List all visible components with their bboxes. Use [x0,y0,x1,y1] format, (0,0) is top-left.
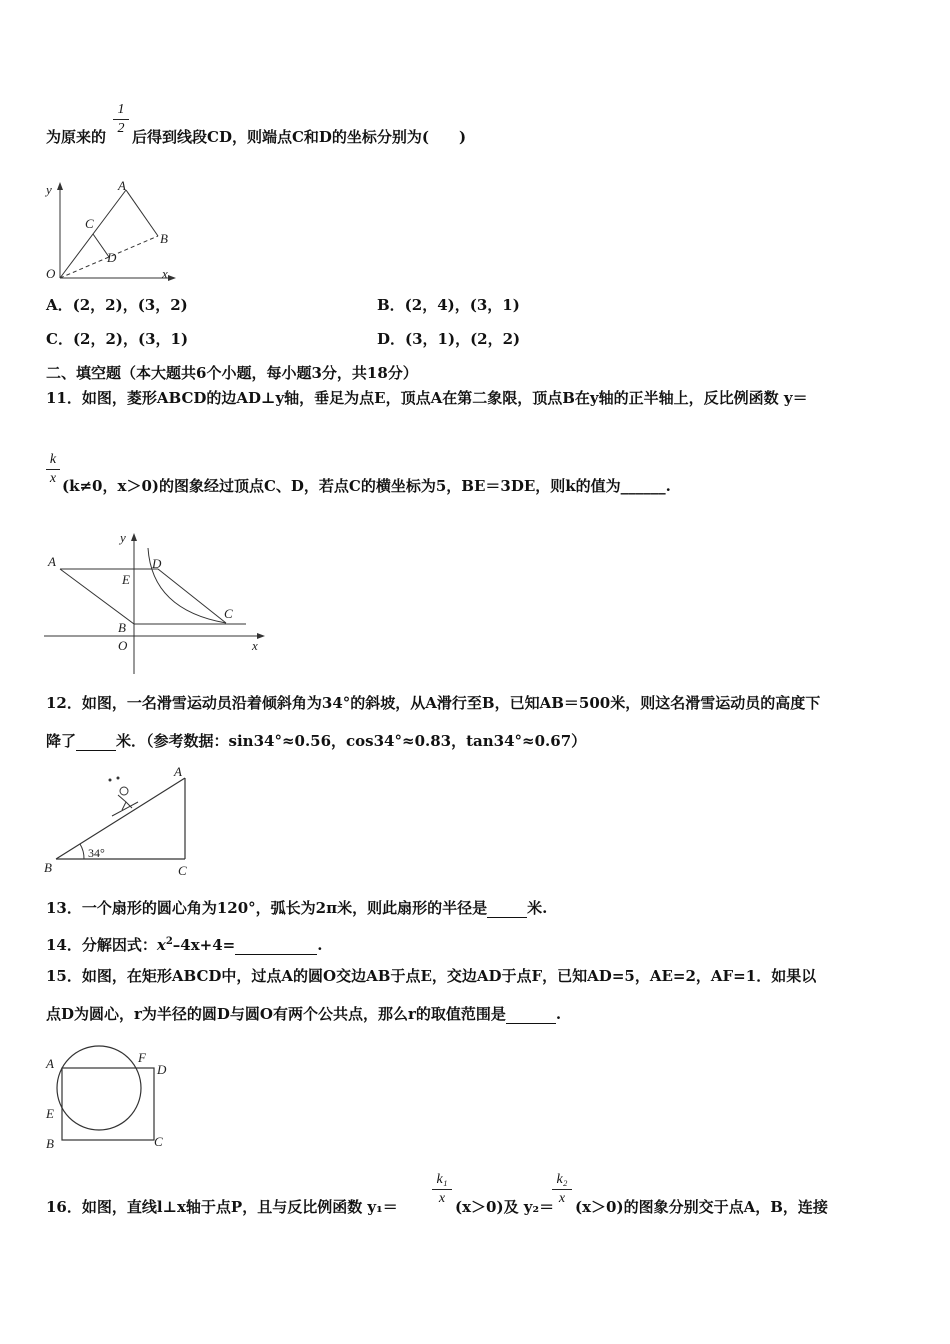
q16-mid: (x＞0)及 y₂＝ [455,1198,555,1216]
q15-line2-post: . [555,1005,562,1023]
q16-fraction-2-den: x [558,1191,566,1206]
q11-fig-a: A [48,554,56,569]
section-title: 二、填空题（本大题共6个小题，每小题3分，共18分） [46,364,418,382]
q16-pre: 16．如图，直线l⊥x轴于点P，且与反比例函数 y₁＝ [46,1198,398,1216]
q11-fig-o: O [118,638,128,653]
q15-line2-pre: 点D为圆心，r为半径的圆D与圆O有两个公共点，那么r的取值范围是 [46,1005,506,1023]
q10-figure [40,178,180,288]
q14-line [46,933,323,955]
q16-fraction-1 [432,1172,452,1207]
q15-fig-d: D [157,1062,167,1077]
q14-expr-sup: 2 [165,936,173,947]
q15-fig-e: E [46,1106,54,1121]
q10-fig-a: A [118,178,126,193]
q12-line2 [46,732,586,751]
q10-fig-y: y [46,182,52,197]
q15-line1: 15．如图，在矩形ABCD中，过点A的圆O交边AB于点E，交边AD于点F，已知AD=5，AE=2，AF=1．如果以 [46,967,817,985]
q10-fig-c: C [85,216,94,231]
q11-fig-d: D [152,556,162,571]
q15-fig-a: A [46,1056,54,1071]
q13-answer-blank[interactable] [487,899,527,918]
q12-fig-c: C [178,863,187,878]
q12-figure [40,762,200,880]
q11-fraction-num: k [49,452,57,467]
q13-line [46,899,547,918]
q15-fig-f: F [138,1050,146,1065]
q10-stem-post: 后得到线段CD，则端点C和D的坐标分别为( ) [132,128,467,146]
q16-fraction-2-num: k₂ [556,1172,568,1187]
half-denominator: 2 [117,121,125,136]
q11-line2: (k≠0，x＞0)的图象经过顶点C、D，若点C的横坐标为5，BE＝3DE，则k的值为______. [62,477,671,495]
q12-line1: 12．如图，一名滑雪运动员沿着倾斜角为34°的斜坡，从A滑行至B，已知AB＝500米，则这名滑雪运动员的高度下 [46,694,821,712]
q16-fraction-2 [552,1172,572,1207]
q16-fraction-1-num: k₁ [436,1172,448,1187]
q10-option-c[interactable]: C．(2，2)，(3，1) [46,330,189,348]
q11-fig-x: x [252,638,258,653]
q10-fig-b: B [160,231,168,246]
q15-line2 [46,1005,561,1024]
q14-pre: 14．分解因式： [46,936,157,954]
q11-fig-b: B [118,620,126,635]
q15-fig-c: C [154,1134,163,1149]
q16-fraction-1-den: x [438,1191,446,1206]
q10-stem-pre: 为原来的 [46,128,107,146]
q15-figure [40,1042,190,1154]
q14-post: . [317,936,323,954]
q12-fig-a: A [174,764,182,779]
q10-option-d[interactable]: D．(3，1)，(2，2) [377,330,521,348]
q13-pre: 13．一个扇形的圆心角为120°，弧长为2π米，则此扇形的半径是 [46,899,488,917]
q14-expr-x: x [156,936,166,954]
q14-answer-blank[interactable] [235,936,317,955]
q11-fraction-den: x [49,471,57,486]
q10-option-a[interactable]: A．(2，2)，(3，2) [46,296,188,314]
q12-fig-b: B [44,860,52,875]
q10-fig-o: O [46,266,56,281]
q10-fig-d: D [107,250,117,265]
q11-fraction [46,452,60,487]
q16-post: (x＞0)的图象分别交于点A，B，连接 [575,1198,828,1216]
q10-option-b[interactable]: B．(2，4)，(3，1) [377,296,520,314]
q14-expr-rest: –4x+4= [172,936,236,954]
q12-line2-pre: 降了 [46,732,77,750]
q11-figure [40,528,270,678]
q12-answer-blank[interactable] [76,732,116,751]
q15-fig-b: B [46,1136,54,1151]
q11-line1: 11．如图，菱形ABCD的边AD⊥y轴，垂足为点E，顶点A在第二象限，顶点B在y轴的正半轴上，反比例函数 y＝ [46,389,808,407]
half-fraction [113,102,129,137]
q11-fig-c: C [224,606,233,621]
q10-fig-x: x [162,266,168,281]
q11-fig-e: E [122,572,130,587]
q15-answer-blank[interactable] [506,1005,556,1024]
q13-post: 米. [527,899,548,917]
q12-line2-post: 米．（参考数据：sin34°≈0.56，cos34°≈0.83，tan34°≈0.67） [116,732,587,750]
q11-fig-y: y [120,530,126,545]
q12-fig-angle: 34° [88,846,105,860]
half-numerator: 1 [117,102,125,117]
